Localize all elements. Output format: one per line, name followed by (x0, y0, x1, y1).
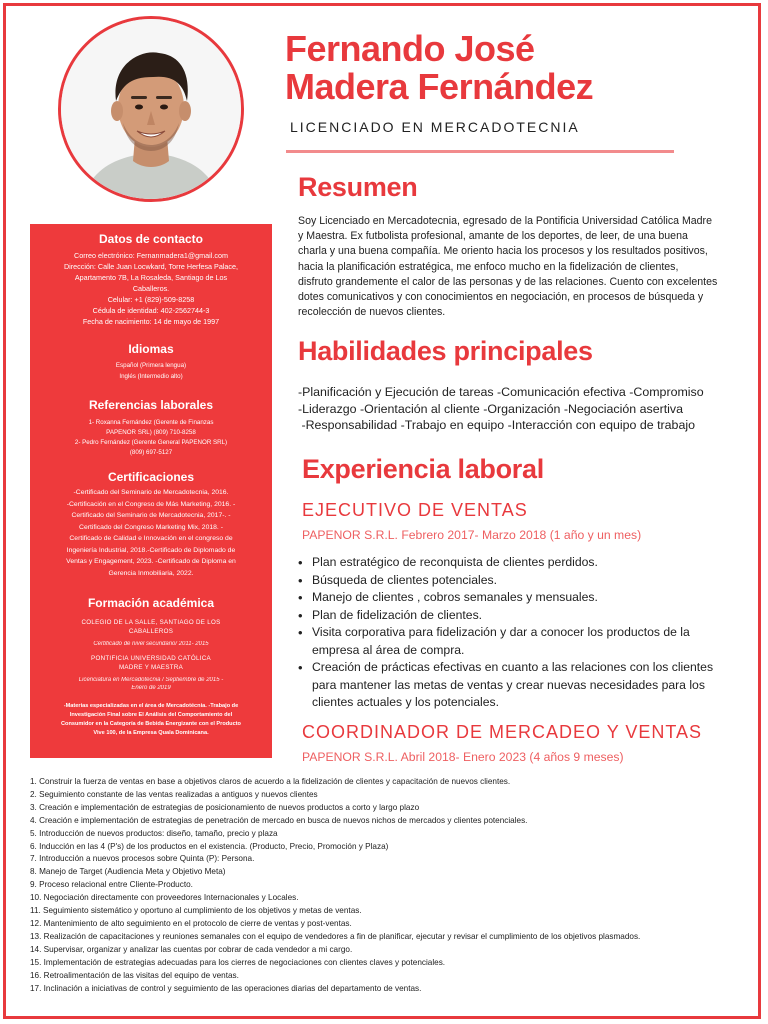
list-item: 8. Manejo de Target (Audiencia Meta y Objetivo Meta) (30, 867, 226, 877)
list-item: 14. Supervisar, organizar y analizar las cuentas por cobrar de cada vendedor a mi cargo. (30, 944, 353, 954)
skills-heading: Habilidades principales (298, 336, 593, 366)
certification-line: Gerencia Inmobiliaria, 2022. (108, 569, 194, 577)
profile-photo (58, 16, 244, 202)
education-extra-line: Consumidor en la Categoría de Bebida Energizante con el Producto (61, 721, 241, 727)
bullet-text: • Visita corporativa para fidelización y dar a conocer los productos de la (312, 625, 690, 639)
contact-address-line: Dirección: Calle Juan Locwkard, Torre Herfesa Palace, (63, 262, 239, 271)
school-name: CABALLEROS (128, 627, 174, 635)
contact-id: Cédula de identidad: 402-2562744-3 (92, 306, 210, 315)
summary-line: recolección de nuevos clientes. (298, 306, 446, 319)
portrait-illustration (61, 19, 241, 199)
list-item: 11. Seguimiento sistemático y oportuno al cumplimiento de los objetivos y metas de ventas. (30, 906, 362, 916)
reference-line: 1- Roxanna Fernández (Gerente de Finanzas (88, 419, 214, 426)
list-item (296, 572, 736, 590)
education-heading: Formación académica (87, 596, 215, 610)
contact-heading: Datos de contacto (98, 232, 203, 246)
list-item: 3. Creación e implementación de estrategias de posicionamiento de nuevos productos a corto y largo plazo (30, 802, 420, 812)
summary-line: dotes comunicativos y con conocimientos en negociación, en procesos de búsqueda y (298, 291, 704, 304)
school-note: Certificado de nivel secundario/ 2011- 2015 (93, 641, 209, 647)
full-name (285, 30, 593, 106)
summary-heading: Resumen (298, 172, 418, 202)
list-item: 5. Introducción de nuevos productos: diseño, tamaño, precio y plaza (30, 828, 278, 838)
name-line-2: Madera Fernández (285, 66, 594, 107)
bullet-text: para mantener las metas de ventas y crear nuevas necesidades para los (312, 677, 705, 692)
education-extra-line: Vive 100, de la Empresa Quala Dominicana. (93, 730, 209, 736)
job-company-dates: PAPENOR S.R.L. Abril 2018- Enero 2023 (4 años 9 meses) (302, 750, 624, 764)
certification-line: Certificado de Calidad e Innovación en el congreso de (69, 535, 233, 542)
summary-line: Soy Licenciado en Mercadotecnia, egresado de la Pontificia Universidad Católica Madre (298, 215, 712, 227)
contact-address-line: Apartamento 7B, La Rosaleda, Santiago de Los (74, 273, 228, 282)
certification-line: Ingeniería Industrial, 2018.-Certificado de Diplomado de (66, 546, 236, 554)
certification-line: -Certificación en el Congreso de Más Marketing, 2016. - (66, 500, 236, 508)
list-item: 9. Proceso relacional entre Cliente-Producto. (30, 880, 193, 890)
job-title: EJECUTIVO DE VENTAS (302, 500, 528, 520)
school-note: Licenciatura en Mercadotecnia / Septiembre de 2015 - (78, 677, 224, 683)
job-title: COORDINADOR DE MERCADEO Y VENTAS (302, 722, 703, 742)
job-numbered-responsibilities (30, 776, 740, 995)
contact-section (38, 232, 264, 327)
certifications-heading: Certificaciones (107, 470, 195, 484)
language-item: Español (Primera lengua) (115, 362, 187, 369)
certification-line: Certificado del Congreso Marketing Mix, 2018. - (79, 523, 223, 531)
list-item (296, 624, 736, 659)
contact-email: Correo electrónico: Fernanmadera1@gmail.com (74, 251, 228, 260)
list-item: 15. Implementación de estrategias adecuadas para los cierres de negociaciones con clientes claves y potenciales. (30, 957, 446, 967)
list-item: 12. Mantenimiento de alto seguimiento en el protocolo de cierre de ventas y post-ventas. (30, 918, 352, 928)
bullet-text: clientes actuales y los potenciales. (312, 695, 499, 709)
school-name: MADRE Y MAESTRA (118, 663, 184, 671)
contact-phone: Celular: +1 (829)-509-8258 (107, 295, 195, 304)
reference-line: (809) 697-5127 (129, 449, 173, 456)
job-responsibilities (296, 554, 736, 712)
education-extra-line: -Materias especializadas en el área de Mercadotécnia. -Trabajo de (63, 703, 239, 709)
references-section (38, 398, 264, 458)
bullet-text: Plan estratégico de reconquista de clientes perdidos. (312, 555, 598, 569)
list-item (296, 554, 736, 572)
list-item (296, 659, 736, 712)
bullet-text: empresa al área de compra. (312, 642, 465, 657)
list-item: 6. Inducción en las 4 (P's) de los productos en el existencia. (Producto, Precio, Promoción y Plaza) (30, 841, 389, 851)
summary-paragraph (298, 214, 748, 320)
education-section (38, 596, 264, 738)
header-divider (286, 150, 674, 153)
sidebar (30, 224, 272, 758)
list-item: 16. Retroalimentación de las visitas del equipo de ventas. (30, 970, 239, 980)
experience-heading: Experiencia laboral (302, 454, 544, 484)
bullet-text: Plan de fidelización de clientes. (312, 607, 483, 622)
professional-title: LICENCIADO EN MERCADOTECNIA (290, 119, 580, 135)
name-line-1: Fernando José (285, 28, 535, 69)
summary-line: disfruto grandemente el calor de las personas y de las relaciones. Cuento con excelentes (298, 275, 718, 288)
school-name: PONTIFICIA UNIVERSIDAD CATÓLICA (91, 655, 211, 662)
list-item: 1. Construir la fuerza de ventas en base a objetivos claros de acuerdo a la fidelización de clientes y capacitación de nuevos clientes. (30, 777, 511, 786)
list-item: 7. Introducción a nuevos procesos sobre Quinta (P): Persona. (30, 854, 255, 864)
job-company-dates: PAPENOR S.R.L. Febrero 2017- Marzo 2018 (1 año y un mes) (302, 528, 642, 542)
summary-line: charla y una buena compañía. Me oriento hacia los procesos y los resultados positivos, (298, 245, 708, 258)
skills-line: -Liderazgo -Orientación al cliente -Organización -Negociación asertiva (298, 401, 683, 416)
certification-line: Ventas y Engagement, 2023. -Certificado de Diploma en (66, 558, 236, 565)
list-item: 13. Realización de capacitaciones y reuniones semanales con el equipo de vendedores a fin de planificar, ejecutar y revisar el cumplimiento de los objetivos plasmados. (30, 931, 641, 941)
list-item (296, 589, 736, 607)
contact-address-line: Caballeros. (132, 284, 170, 293)
languages-section (38, 342, 264, 382)
school-note: Enero de 2019 (131, 685, 171, 691)
certification-line: Certificado del Seminario de Mercadotecnia, 2017-. - (71, 512, 231, 519)
list-item (296, 607, 736, 625)
bullet-text: Manejo de clientes , cobros semanales y mensuales. (312, 590, 598, 604)
bullet-text: Búsqueda de clientes potenciales. (312, 572, 497, 587)
certifications-section (38, 470, 264, 579)
list-item: 10. Negociación directamente con proveedores Internacionales y Locales. (30, 893, 299, 903)
certification-line: -Certificado del Seminario de Mercadotecnia, 2016. (73, 489, 229, 496)
skills-list (298, 384, 704, 434)
list-item: 4. Creación e implementación de estrategias de penetración de mercado en busca de nuevos nichos de mercados y clientes potenciales. (30, 815, 528, 825)
summary-line: y Maestra. Ex futbolista profesional, amante de los deportes, de leer, de una buena (298, 230, 688, 243)
education-extra-line: Investigación Final sobre El Análisis del Comportamiento del (69, 712, 233, 718)
reference-line: 2- Pedro Fernández (Gerente General PAPENOR SRL) (74, 439, 228, 446)
list-item: 17. Inclinación a iniciativas de control y seguimiento de las operaciones diarias del departamento de ventas. (30, 983, 422, 993)
skills-line: -Planificación y Ejecución de tareas -Comunicación efectiva -Compromiso (298, 385, 704, 399)
contact-birthdate: Fecha de nacimiento: 14 de mayo de 1997 (82, 317, 220, 326)
list-item: 2. Seguimiento constante de las ventas realizadas a antiguos y nuevos clientes (30, 789, 318, 799)
references-heading: Referencias laborales (88, 398, 214, 412)
language-item: Inglés (Intermedio alto) (119, 373, 183, 380)
school-name: COLEGIO DE LA SALLE, SANTIAGO DE LOS (81, 619, 221, 626)
summary-line: hacia la planificación estratégica, me enfoco mucho en la fidelización de clientes, (298, 260, 679, 273)
bullet-text: • Creación de prácticas efectivas en cuanto a las relaciones con los clientes (312, 660, 714, 674)
reference-line: PAPENOR SRL) (809) 710-8258 (106, 429, 196, 436)
languages-heading: Idiomas (128, 342, 174, 356)
skills-line: -Responsabilidad -Trabajo en equipo -Interacción con equipo de trabajo (298, 418, 695, 432)
